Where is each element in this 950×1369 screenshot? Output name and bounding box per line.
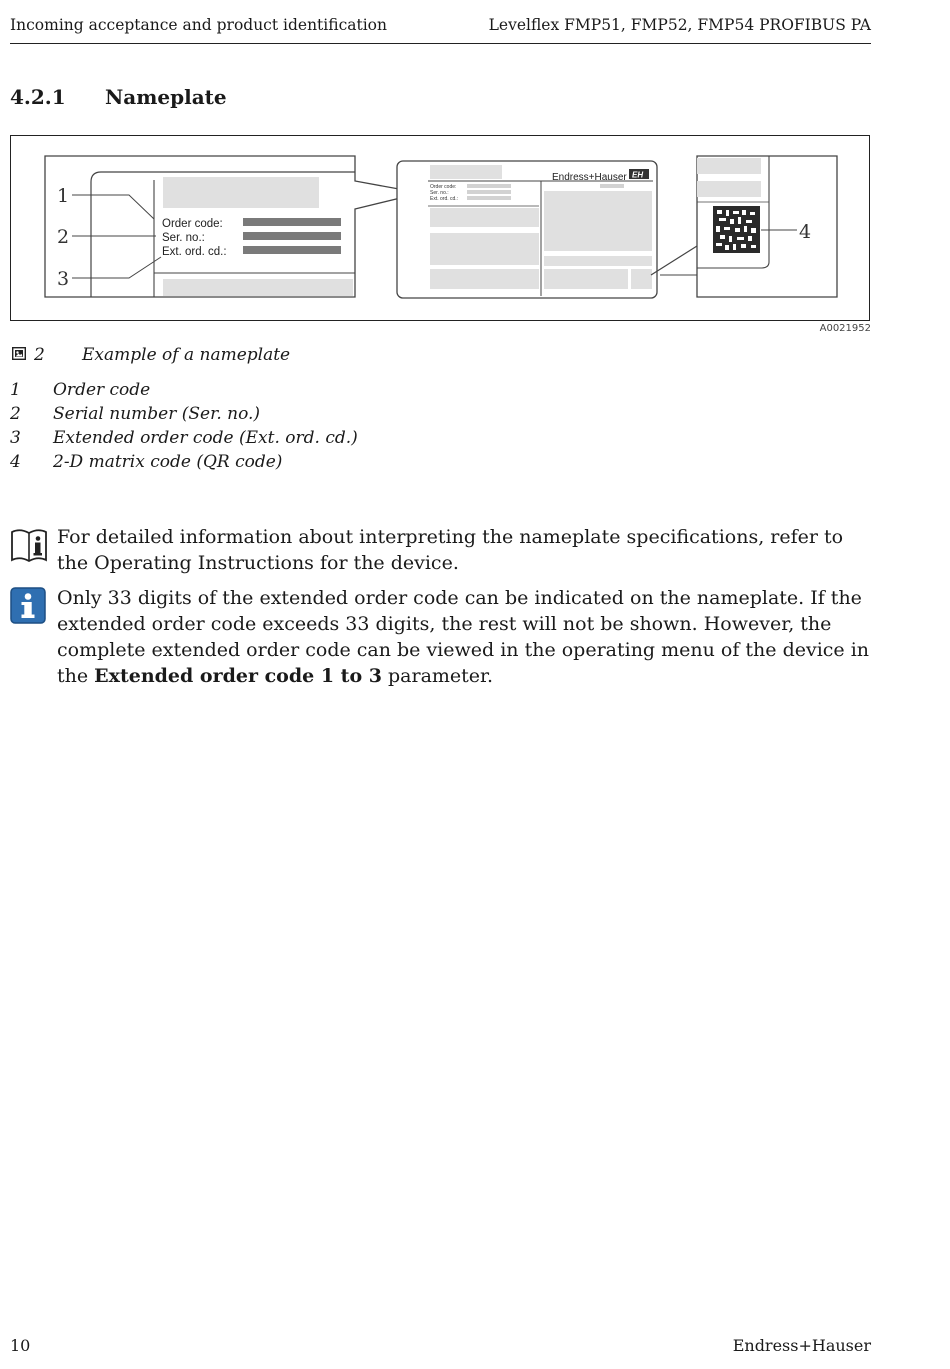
legend-number: 4: [10, 452, 21, 472]
nameplate-figure: [10, 135, 870, 321]
label-order-code: Order code:: [162, 218, 223, 230]
nameplate-overview: [397, 161, 657, 298]
callout-2: 2: [57, 226, 70, 248]
info-icon: [10, 587, 46, 624]
tip-note: [57, 585, 875, 689]
mini-label-order-code: Order code:: [430, 184, 457, 190]
tip-text-part1: Only 33 digits of the extended order code can be indicated on the nameplate. If the extended order code exceeds 33 digits, the rest will not be shown. However, the complete extended order code can be viewed in the operating menu of the device in the: [57, 587, 870, 687]
legend-text: Order code: [53, 380, 151, 400]
book-info-icon: [10, 526, 48, 564]
header-rule: [10, 43, 871, 44]
legend-text: Serial number (Ser. no.): [53, 404, 261, 424]
section-title: Nameplate: [105, 85, 227, 109]
legend-number: 2: [10, 404, 21, 424]
label-closeup: [45, 156, 421, 297]
figure-icon: [12, 347, 26, 360]
nameplate-drawing: [11, 136, 871, 322]
legend-number: 3: [10, 428, 21, 448]
legend-text: 2-D matrix code (QR code): [53, 452, 283, 472]
figure-id: A0021952: [819, 323, 871, 334]
legend-text: Extended order code (Ext. ord. cd.): [53, 428, 358, 448]
section-number: 4.2.1: [10, 85, 66, 109]
caption-text: Example of a nameplate: [82, 345, 291, 365]
label-ser-no: Ser. no.:: [162, 232, 205, 244]
footer-brand: Endress+Hauser: [732, 1336, 871, 1355]
mini-label-ser-no: Ser. no.:: [430, 190, 449, 196]
reference-note: For detailed information about interpreting the nameplate specifications, refer to the Operating Instructions for the device.: [57, 526, 844, 574]
tip-parameter-name: Extended order code 1 to 3: [94, 665, 382, 687]
legend-number: 1: [10, 380, 21, 400]
callout-3: 3: [57, 268, 70, 290]
mini-label-ext-ord: Ext. ord. cd.:: [430, 196, 459, 202]
tip-text-part2: parameter.: [381, 665, 494, 687]
page-number: 10: [10, 1336, 31, 1355]
caption-number: 2: [34, 345, 45, 365]
running-header-right: Levelflex FMP51, FMP52, FMP54 PROFIBUS PA: [488, 16, 871, 34]
callout-4: 4: [799, 221, 812, 243]
running-header-left: Incoming acceptance and product identification: [10, 16, 387, 34]
label-ext-ord: Ext. ord. cd.:: [162, 246, 227, 258]
brand-mark: EH: [632, 170, 644, 180]
callout-1: 1: [57, 185, 70, 207]
brand-logo: Endress+Hauser: [552, 172, 627, 183]
